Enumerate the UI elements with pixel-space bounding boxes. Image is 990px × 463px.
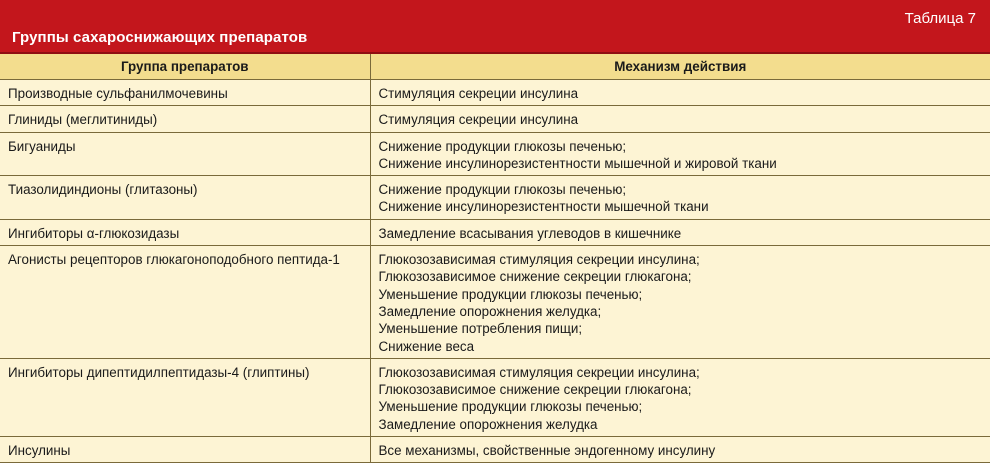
mechanism-line: Уменьшение продукции глюкозы печенью;: [378, 399, 643, 415]
mechanism-cell: [370, 246, 990, 359]
table-banner: [0, 0, 990, 54]
table-title: Группы сахароснижающих препаратов: [12, 29, 308, 46]
drug-group-cell: Ингибиторы дипептидилпептидазы-4 (глиптины): [0, 358, 370, 436]
mechanism-cell: [370, 358, 990, 436]
mechanism-line: Уменьшение продукции глюкозы печенью;: [378, 286, 643, 302]
table-row: [0, 437, 990, 463]
mechanism-line: Уменьшение потребления пищи;: [378, 321, 583, 337]
mechanism-line: Снижение продукции глюкозы печенью;: [378, 182, 627, 198]
mechanism-line: Стимуляция секреции инсулина: [378, 112, 579, 128]
column-header-group: Группа препаратов: [0, 54, 370, 80]
mechanism-line: Глюкозозависимое снижение секреции глюкагона;: [378, 269, 692, 285]
table-number: Таблица 7: [904, 10, 976, 27]
mechanism-line: Снижение инсулинорезистентности мышечной ткани: [378, 199, 709, 215]
mechanism-line: Замедление опорожнения желудка: [378, 416, 598, 432]
table-row: [0, 176, 990, 220]
column-header-mechanism: Механизм действия: [370, 54, 990, 80]
drugs-table: [0, 54, 990, 463]
drug-group-cell: Глиниды (меглитиниды): [0, 106, 370, 132]
mechanism-cell: [370, 80, 990, 106]
mechanism-cell: [370, 132, 990, 176]
drug-group-cell: Бигуаниды: [0, 132, 370, 176]
table-row: [0, 132, 990, 176]
mechanism-line: Замедление всасывания углеводов в кишечнике: [378, 225, 682, 241]
table-body: [0, 80, 990, 463]
mechanism-line: Снижение веса: [378, 338, 475, 354]
table-row: [0, 106, 990, 132]
mechanism-line: Все механизмы, свойственные эндогенному инсулину: [378, 443, 716, 459]
drug-group-cell: Агонисты рецепторов глюкагоноподобного пептида-1: [0, 246, 370, 359]
drug-group-cell: Ингибиторы α-глюкозидазы: [0, 219, 370, 245]
mechanism-line: Снижение продукции глюкозы печенью;: [378, 138, 627, 154]
drug-group-cell: Инсулины: [0, 437, 370, 463]
drug-group-cell: Тиазолидиндионы (глитазоны): [0, 176, 370, 220]
mechanism-line: Глюкозозависимая стимуляция секреции инсулина;: [378, 252, 700, 268]
mechanism-line: Глюкозозависимое снижение секреции глюкагона;: [378, 382, 692, 398]
mechanism-line: Стимуляция секреции инсулина: [378, 86, 579, 101]
mechanism-cell: [370, 176, 990, 220]
table-row: [0, 358, 990, 436]
mechanism-line: Снижение инсулинорезистентности мышечной и жировой ткани: [378, 155, 777, 171]
table-row: [0, 80, 990, 106]
drug-group-cell: Производные сульфанилмочевины: [0, 80, 370, 106]
mechanism-cell: [370, 219, 990, 245]
mechanism-line: Глюкозозависимая стимуляция секреции инсулина;: [378, 364, 700, 380]
table-row: [0, 246, 990, 359]
mechanism-cell: [370, 106, 990, 132]
header-row: [0, 54, 990, 80]
mechanism-line: Замедление опорожнения желудка;: [378, 303, 602, 319]
table-row: [0, 219, 990, 245]
mechanism-cell: [370, 437, 990, 463]
